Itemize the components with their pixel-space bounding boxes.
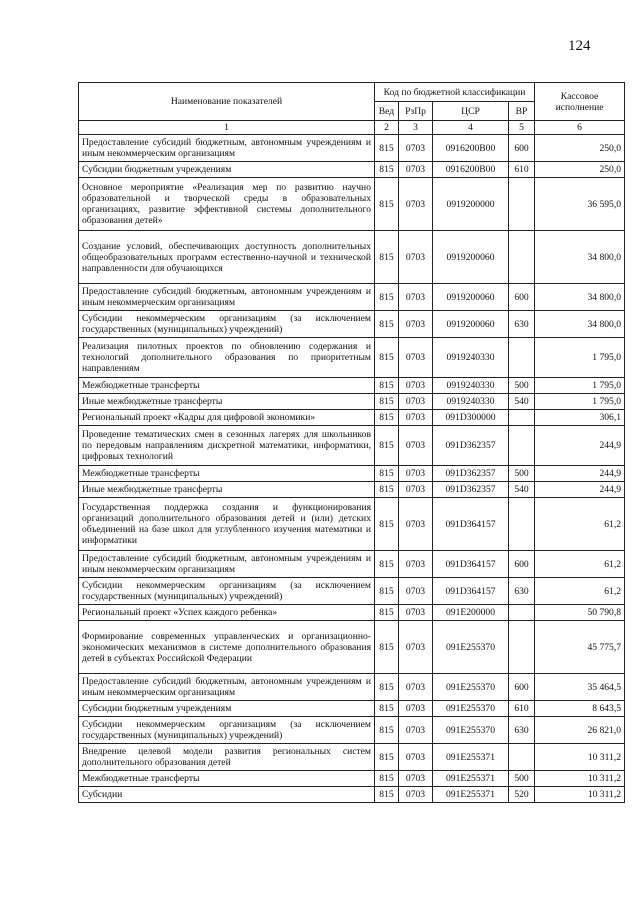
header-csr: ЦСР: [433, 102, 509, 121]
table-row: [79, 178, 625, 231]
row-ved: 815: [375, 551, 399, 578]
table-row: [79, 135, 625, 162]
page-number: 124: [568, 38, 591, 54]
table-row: [79, 466, 625, 482]
row-csr: 091Е200000: [433, 605, 509, 621]
row-vr: [509, 426, 535, 466]
row-amount: 45 775,7: [535, 621, 625, 674]
row-rzpr: 0703: [399, 410, 433, 426]
row-rzpr: 0703: [399, 498, 433, 551]
table-body: [79, 135, 625, 803]
row-csr: 0919200060: [433, 311, 509, 338]
row-amount: 61,2: [535, 498, 625, 551]
row-vr: 600: [509, 135, 535, 162]
table-row: [79, 551, 625, 578]
row-ved: 815: [375, 394, 399, 410]
row-name: Субсидии бюджетным учреждениям: [79, 701, 375, 717]
row-vr: 520: [509, 787, 535, 803]
row-name: Внедрение целевой модели развития региональных систем дополнительного образования детей: [79, 744, 375, 771]
table-row: [79, 621, 625, 674]
row-name: Субсидии некоммерческим организациям (за исключением государственных (муниципальных) учреждений): [79, 311, 375, 338]
column-number: 3: [399, 121, 433, 135]
column-number: 4: [433, 121, 509, 135]
row-name: Предоставление субсидий бюджетным, автономным учреждениям и иным некоммерческим организациям: [79, 284, 375, 311]
row-rzpr: 0703: [399, 135, 433, 162]
table-row: [79, 162, 625, 178]
row-rzpr: 0703: [399, 771, 433, 787]
row-amount: 244,9: [535, 466, 625, 482]
column-number: 1: [79, 121, 375, 135]
row-ved: 815: [375, 621, 399, 674]
row-csr: 091D362357: [433, 466, 509, 482]
row-ved: 815: [375, 162, 399, 178]
row-name: Предоставление субсидий бюджетным, автономным учреждениям и иным некоммерческим организациям: [79, 674, 375, 701]
row-name: Межбюджетные трансферты: [79, 378, 375, 394]
row-csr: 091Е255370: [433, 674, 509, 701]
row-name: Предоставление субсидий бюджетным, автономным учреждениям и иным некоммерческим организациям: [79, 551, 375, 578]
row-vr: [509, 605, 535, 621]
row-ved: 815: [375, 482, 399, 498]
row-rzpr: 0703: [399, 231, 433, 284]
row-vr: [509, 621, 535, 674]
row-vr: 600: [509, 674, 535, 701]
row-name: Межбюджетные трансферты: [79, 771, 375, 787]
row-amount: 8 643,5: [535, 701, 625, 717]
row-amount: 244,9: [535, 482, 625, 498]
row-rzpr: 0703: [399, 482, 433, 498]
row-amount: 61,2: [535, 551, 625, 578]
row-rzpr: 0703: [399, 744, 433, 771]
row-vr: [509, 410, 535, 426]
row-rzpr: 0703: [399, 378, 433, 394]
row-name: Предоставление субсидий бюджетным, автономным учреждениям и иным некоммерческим организациям: [79, 135, 375, 162]
row-ved: 815: [375, 717, 399, 744]
row-csr: 091Е255371: [433, 744, 509, 771]
row-amount: 10 311,2: [535, 787, 625, 803]
row-csr: 0919240330: [433, 338, 509, 378]
row-ved: 815: [375, 178, 399, 231]
row-csr: 091D362357: [433, 482, 509, 498]
row-rzpr: 0703: [399, 787, 433, 803]
column-number: 2: [375, 121, 399, 135]
row-ved: 815: [375, 605, 399, 621]
row-vr: 540: [509, 394, 535, 410]
table-row: [79, 605, 625, 621]
row-rzpr: 0703: [399, 178, 433, 231]
row-ved: 815: [375, 378, 399, 394]
row-csr: 0919200000: [433, 178, 509, 231]
row-amount: 34 800,0: [535, 311, 625, 338]
row-name: Иные межбюджетные трансферты: [79, 482, 375, 498]
row-amount: 35 464,5: [535, 674, 625, 701]
row-amount: 244,9: [535, 426, 625, 466]
table-row: [79, 482, 625, 498]
row-name: Субсидии некоммерческим организациям (за исключением государственных (муниципальных) учреждений): [79, 578, 375, 605]
header-name: Наименование показателей: [79, 83, 375, 121]
header-vr: ВР: [509, 102, 535, 121]
table-row: [79, 787, 625, 803]
row-rzpr: 0703: [399, 605, 433, 621]
row-csr: 091Е255371: [433, 787, 509, 803]
row-rzpr: 0703: [399, 717, 433, 744]
row-csr: 0919200060: [433, 231, 509, 284]
row-vr: 630: [509, 311, 535, 338]
row-ved: 815: [375, 578, 399, 605]
row-rzpr: 0703: [399, 338, 433, 378]
row-amount: 50 790,8: [535, 605, 625, 621]
table-row: [79, 717, 625, 744]
row-name: Создание условий, обеспечивающих доступность дополнительных общеобразовательных программ естественно-научной и технической направленности для обучающихся: [79, 231, 375, 284]
budget-table: [78, 82, 625, 803]
row-vr: [509, 498, 535, 551]
row-amount: 1 795,0: [535, 338, 625, 378]
row-ved: 815: [375, 284, 399, 311]
table-row: [79, 284, 625, 311]
row-ved: 815: [375, 744, 399, 771]
row-vr: 500: [509, 771, 535, 787]
row-vr: [509, 231, 535, 284]
row-csr: 0919200060: [433, 284, 509, 311]
row-amount: 1 795,0: [535, 394, 625, 410]
row-vr: 610: [509, 162, 535, 178]
row-vr: [509, 338, 535, 378]
row-vr: 610: [509, 701, 535, 717]
row-vr: 600: [509, 551, 535, 578]
row-rzpr: 0703: [399, 621, 433, 674]
row-rzpr: 0703: [399, 426, 433, 466]
header-ved: Вед: [375, 102, 399, 121]
row-vr: 630: [509, 578, 535, 605]
row-rzpr: 0703: [399, 466, 433, 482]
row-csr: 091D300000: [433, 410, 509, 426]
row-name: Основное мероприятие «Реализация мер по развитию научно образовательной и творческой среды в образовательных организациях, развитие эффективной системы дополнительного образования детей»: [79, 178, 375, 231]
row-ved: 815: [375, 338, 399, 378]
row-amount: 250,0: [535, 135, 625, 162]
table-row: [79, 674, 625, 701]
row-amount: 10 311,2: [535, 771, 625, 787]
row-amount: 10 311,2: [535, 744, 625, 771]
row-ved: 815: [375, 466, 399, 482]
row-rzpr: 0703: [399, 162, 433, 178]
row-ved: 815: [375, 410, 399, 426]
row-csr: 0916200В00: [433, 135, 509, 162]
row-amount: 250,0: [535, 162, 625, 178]
header-amount: Кассовое исполнение: [535, 83, 625, 121]
table-row: [79, 378, 625, 394]
row-vr: [509, 744, 535, 771]
row-vr: 540: [509, 482, 535, 498]
row-rzpr: 0703: [399, 284, 433, 311]
row-csr: 091D364157: [433, 498, 509, 551]
row-name: Субсидии бюджетным учреждениям: [79, 162, 375, 178]
row-amount: 34 800,0: [535, 284, 625, 311]
column-number: 5: [509, 121, 535, 135]
table-row: [79, 744, 625, 771]
row-name: Проведение тематических смен в сезонных лагерях для школьников по передовым направлениям дискретной математики, информатики, цифровых технологий: [79, 426, 375, 466]
row-amount: 26 821,0: [535, 717, 625, 744]
row-name: Формирование современных управленческих и организационно-экономических механизмов в системе дополнительного образования детей в субъектах Российской Федерации: [79, 621, 375, 674]
row-ved: 815: [375, 787, 399, 803]
row-csr: 0919240330: [433, 394, 509, 410]
row-rzpr: 0703: [399, 701, 433, 717]
header-rzpr: РзПр: [399, 102, 433, 121]
row-vr: 600: [509, 284, 535, 311]
row-csr: 091Е255370: [433, 717, 509, 744]
row-rzpr: 0703: [399, 578, 433, 605]
table-row: [79, 426, 625, 466]
row-amount: 1 795,0: [535, 378, 625, 394]
row-ved: 815: [375, 498, 399, 551]
table-row: [79, 701, 625, 717]
table-row: [79, 311, 625, 338]
column-number-row: [79, 121, 625, 135]
row-ved: 815: [375, 701, 399, 717]
row-amount: 36 595,0: [535, 178, 625, 231]
table-row: [79, 771, 625, 787]
row-vr: 630: [509, 717, 535, 744]
row-amount: 306,1: [535, 410, 625, 426]
row-amount: 61,2: [535, 578, 625, 605]
row-name: Межбюджетные трансферты: [79, 466, 375, 482]
row-vr: [509, 178, 535, 231]
row-name: Реализация пилотных проектов по обновлению содержания и технологий дополнительного образования по приоритетным направлениям: [79, 338, 375, 378]
row-rzpr: 0703: [399, 674, 433, 701]
row-csr: 091Е255371: [433, 771, 509, 787]
table-row: [79, 394, 625, 410]
table-row: [79, 410, 625, 426]
row-amount: 34 800,0: [535, 231, 625, 284]
row-ved: 815: [375, 311, 399, 338]
row-csr: 0916200В00: [433, 162, 509, 178]
table-row: [79, 578, 625, 605]
row-ved: 815: [375, 231, 399, 284]
row-name: Региональный проект «Успех каждого ребенка»: [79, 605, 375, 621]
row-rzpr: 0703: [399, 394, 433, 410]
row-csr: 091Е255370: [433, 621, 509, 674]
row-name: Государственная поддержка создания и функционирования организаций дополнительного образования детей и (или) детских объединений на базе школ для углубленного изучения математики и информатики: [79, 498, 375, 551]
row-vr: 500: [509, 378, 535, 394]
row-ved: 815: [375, 135, 399, 162]
row-csr: 091D362357: [433, 426, 509, 466]
row-csr: 091D364157: [433, 551, 509, 578]
table-row: [79, 498, 625, 551]
row-rzpr: 0703: [399, 311, 433, 338]
row-rzpr: 0703: [399, 551, 433, 578]
row-csr: 0919240330: [433, 378, 509, 394]
table-row: [79, 338, 625, 378]
row-csr: 091D364157: [433, 578, 509, 605]
table-row: [79, 231, 625, 284]
row-ved: 815: [375, 426, 399, 466]
row-csr: 091Е255370: [433, 701, 509, 717]
row-name: Субсидии некоммерческим организациям (за исключением государственных (муниципальных) учреждений): [79, 717, 375, 744]
header-code-group: Код по бюджетной классификации: [375, 83, 535, 102]
row-name: Субсидии: [79, 787, 375, 803]
row-ved: 815: [375, 771, 399, 787]
row-vr: 500: [509, 466, 535, 482]
row-name: Региональный проект «Кадры для цифровой экономики»: [79, 410, 375, 426]
column-number: 6: [535, 121, 625, 135]
row-ved: 815: [375, 674, 399, 701]
row-name: Иные межбюджетные трансферты: [79, 394, 375, 410]
